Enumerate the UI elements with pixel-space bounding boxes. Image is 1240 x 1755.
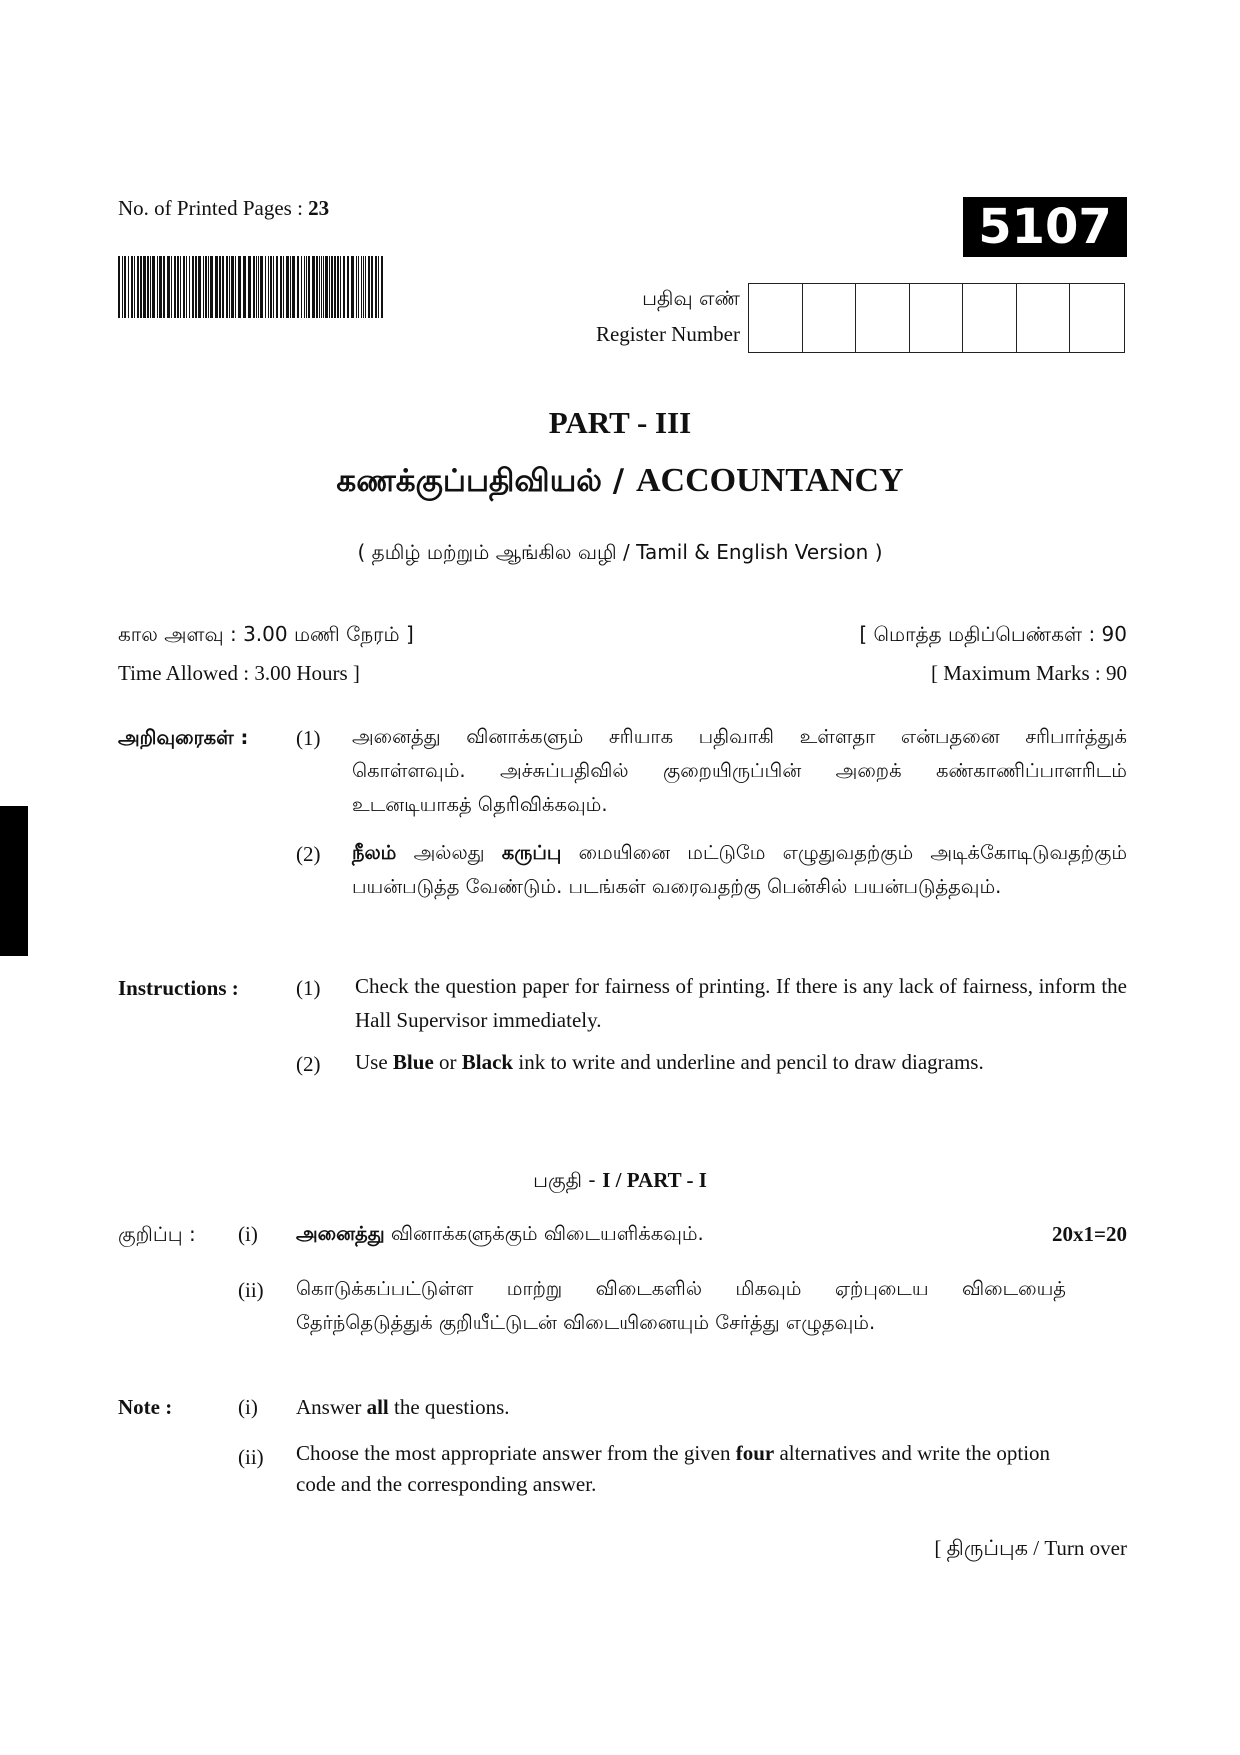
barcode-bar bbox=[128, 256, 129, 318]
register-digit-box[interactable] bbox=[910, 284, 964, 352]
marks-allocation: 20x1=20 bbox=[1052, 1222, 1127, 1246]
barcode-bar bbox=[143, 256, 146, 318]
note-english-2-text: alternatives and write the option code and the corresponding answer. bbox=[296, 1441, 1051, 1496]
instruction-english-2 bbox=[355, 1045, 1127, 1079]
barcode-bar bbox=[378, 256, 379, 318]
barcode-bar bbox=[356, 256, 357, 318]
note-english-number: (ii) bbox=[238, 1445, 264, 1469]
barcode-bar bbox=[319, 256, 320, 318]
register-digit-box[interactable] bbox=[963, 284, 1017, 352]
barcode-bar bbox=[198, 256, 201, 318]
barcode-bar bbox=[256, 256, 257, 318]
register-digit-box[interactable] bbox=[749, 284, 803, 352]
barcode-bar bbox=[219, 256, 221, 318]
barcode-bar bbox=[331, 256, 333, 318]
barcode-bar bbox=[308, 256, 310, 318]
barcode-bar bbox=[260, 256, 263, 318]
barcode-bar bbox=[131, 256, 133, 318]
barcode-bar bbox=[365, 256, 366, 318]
barcode-bar bbox=[301, 256, 302, 318]
time-allowed-english: Time Allowed : 3.00 Hours ] bbox=[118, 661, 360, 685]
barcode-bar bbox=[238, 256, 241, 318]
barcode-bar bbox=[329, 256, 330, 318]
or-text: or bbox=[439, 1050, 457, 1074]
use-text: Use bbox=[355, 1050, 388, 1074]
barcode-bar bbox=[171, 256, 172, 318]
barcode-bar bbox=[347, 256, 349, 318]
ink-blue: Blue bbox=[392, 1050, 434, 1074]
printed-pages-label: No. of Printed Pages : bbox=[118, 196, 303, 220]
barcode-bar bbox=[337, 256, 339, 318]
barcode-bar bbox=[147, 256, 149, 318]
barcode-bar bbox=[177, 256, 179, 318]
instruction-english-1: Check the question paper for fairness of printing. If there is any lack of fairness, inform the Hall Supervisor immediately. bbox=[355, 974, 1127, 1032]
barcode-bar bbox=[235, 256, 236, 318]
section-heading-tamil: பகுதி - bbox=[533, 1168, 596, 1192]
barcode-bar bbox=[306, 256, 307, 318]
barcode-bar bbox=[205, 256, 207, 318]
choose-text: Choose the most appropriate answer from the given bbox=[296, 1441, 731, 1465]
barcode-bar bbox=[192, 256, 194, 318]
turn-over: [ திருப்புக / Turn over bbox=[934, 1536, 1127, 1560]
barcode-bar bbox=[163, 256, 165, 318]
note-english-number: (i) bbox=[238, 1395, 258, 1419]
barcode-bar bbox=[368, 256, 370, 318]
barcode-bar bbox=[321, 256, 322, 318]
barcode-bar bbox=[226, 256, 228, 318]
all-tamil: அனைத்து bbox=[296, 1222, 385, 1245]
barcode-bar bbox=[231, 256, 234, 318]
barcode-bar bbox=[276, 256, 278, 318]
barcode-bar bbox=[323, 256, 324, 318]
barcode-bar bbox=[265, 256, 266, 318]
note-tamil-1-text: வினாக்களுக்கும் விடையளிக்கவும். bbox=[390, 1222, 704, 1245]
barcode-bar bbox=[273, 256, 274, 318]
barcode-bar bbox=[334, 256, 336, 318]
barcode-bar bbox=[174, 256, 176, 318]
barcode-bar bbox=[283, 256, 284, 318]
barcode-bar bbox=[118, 256, 120, 318]
barcode-bar bbox=[290, 256, 291, 318]
instruction-tamil-2-text: மையினை மட்டுமே எழுதுவதற்கும் அடிக்கோடிடுவதற்கும் பயன்படுத்த வேண்டும். படங்கள் வரைவதற்கு பென்சில் பயன்படுத்தவும். bbox=[352, 841, 1128, 898]
printed-pages bbox=[118, 196, 329, 221]
answer-text: Answer bbox=[296, 1395, 362, 1419]
section-heading bbox=[0, 1168, 1240, 1195]
barcode-bar bbox=[280, 256, 282, 318]
ink-blue-tamil: நீலம் bbox=[352, 841, 397, 864]
barcode-bar bbox=[124, 256, 126, 318]
ink-black-tamil: கருப்பு bbox=[501, 841, 562, 864]
barcode-bar bbox=[253, 256, 255, 318]
barcode-bar bbox=[195, 256, 197, 318]
barcode-bar bbox=[189, 256, 190, 318]
max-marks-tamil: [ மொத்த மதிப்பெண்கள் : 90 bbox=[859, 622, 1127, 646]
barcode-bar bbox=[325, 256, 328, 318]
barcode-bar bbox=[229, 256, 230, 318]
instruction-tamil-2 bbox=[352, 836, 1127, 904]
barcode-bar bbox=[167, 256, 170, 318]
barcode-bar bbox=[363, 256, 364, 318]
barcode-bar bbox=[183, 256, 185, 318]
register-number-boxes[interactable] bbox=[748, 283, 1125, 353]
barcode-bar bbox=[159, 256, 162, 318]
barcode-bar bbox=[140, 256, 142, 318]
register-digit-box[interactable] bbox=[1017, 284, 1071, 352]
barcode-bar bbox=[316, 256, 318, 318]
note-tamil-1 bbox=[296, 1222, 704, 1248]
note-english-2 bbox=[296, 1438, 1068, 1500]
barcode-bar bbox=[343, 256, 345, 318]
note-english-1 bbox=[296, 1395, 510, 1420]
barcode-bar bbox=[358, 256, 359, 318]
barcode-bar bbox=[152, 256, 155, 318]
barcode-bar bbox=[157, 256, 158, 318]
register-label-english: Register Number bbox=[595, 322, 740, 346]
instructions-tamil-label: அறிவுரைகள் : bbox=[118, 726, 249, 749]
barcode-bar bbox=[248, 256, 251, 318]
ink-black: Black bbox=[461, 1050, 514, 1074]
barcode-bar bbox=[371, 256, 373, 318]
instruction-tamil-number: (1) bbox=[296, 726, 321, 750]
barcode-bar bbox=[222, 256, 224, 318]
barcode-bar bbox=[215, 256, 218, 318]
register-digit-box[interactable] bbox=[856, 284, 910, 352]
barcode-bar bbox=[137, 256, 139, 318]
section-heading-english: I / PART - I bbox=[602, 1168, 707, 1192]
barcode-bar bbox=[258, 256, 259, 318]
four-text: four bbox=[735, 1441, 775, 1465]
barcode-bar bbox=[150, 256, 151, 318]
note-tamil-2: கொடுக்கப்பட்டுள்ள மாற்று விடைகளில் மிகவும் ஏற்புடைய விடையைத் தேர்ந்தெடுத்துக் குறியீட்டுடன் விடையினையும் சேர்த்து எழுதவும். bbox=[296, 1277, 1066, 1334]
barcode-bar bbox=[297, 256, 299, 318]
subject-title bbox=[0, 460, 1240, 503]
instructions-english-label: Instructions : bbox=[118, 976, 239, 1000]
instruction-tamil-number: (2) bbox=[296, 842, 321, 866]
note-english-1-text: the questions. bbox=[394, 1395, 510, 1419]
note-english-label: Note : bbox=[118, 1395, 173, 1419]
barcode-bar bbox=[286, 256, 289, 318]
barcode-bar bbox=[340, 256, 341, 318]
barcode-bar bbox=[381, 256, 383, 318]
barcode-bar bbox=[210, 256, 213, 318]
barcode bbox=[118, 256, 384, 318]
barcode-bar bbox=[122, 256, 123, 318]
subject-english: ACCOUNTANCY bbox=[635, 462, 904, 499]
barcode-bar bbox=[134, 256, 135, 318]
barcode-bar bbox=[351, 256, 354, 318]
all-text: all bbox=[366, 1395, 389, 1419]
register-label-tamil: பதிவு எண் bbox=[642, 286, 740, 310]
note-tamil-number: (ii) bbox=[238, 1278, 264, 1302]
max-marks-english: [ Maximum Marks : 90 bbox=[931, 661, 1127, 685]
note-tamil-number: (i) bbox=[238, 1222, 258, 1246]
barcode-bar bbox=[208, 256, 209, 318]
barcode-bar bbox=[375, 256, 377, 318]
barcode-bar bbox=[203, 256, 204, 318]
barcode-bar bbox=[361, 256, 362, 318]
version-line: ( தமிழ் மற்றும் ஆங்கில வழி / Tamil & English Version ) bbox=[357, 540, 883, 564]
side-print-mark bbox=[0, 806, 28, 956]
time-allowed-tamil: கால அளவு : 3.00 மணி நேரம் ] bbox=[118, 622, 414, 646]
printed-pages-value: 23 bbox=[308, 196, 330, 220]
barcode-bar bbox=[186, 256, 187, 318]
instruction-english-2-text: ink to write and underline and pencil to draw diagrams. bbox=[518, 1050, 984, 1074]
barcode-bar bbox=[304, 256, 305, 318]
register-digit-box[interactable] bbox=[803, 284, 857, 352]
note-tamil-label: குறிப்பு : bbox=[118, 1222, 196, 1246]
barcode-bar bbox=[312, 256, 315, 318]
barcode-bar bbox=[268, 256, 269, 318]
instruction-english-number: (2) bbox=[296, 1052, 321, 1076]
part-title: PART - III bbox=[548, 405, 692, 440]
barcode-bar bbox=[292, 256, 295, 318]
barcode-bar bbox=[243, 256, 246, 318]
or-tamil: அல்லது bbox=[413, 841, 485, 864]
barcode-bar bbox=[270, 256, 272, 318]
paper-code: 5107 bbox=[963, 197, 1127, 257]
instruction-english-number: (1) bbox=[296, 976, 321, 1000]
instruction-tamil-1: அனைத்து வினாக்களும் சரியாக பதிவாகி உள்ளதா என்பதனை சரிபார்த்துக் கொள்ளவும். அச்சுப்பதிவில் குறையிருப்பின் அறைக் கண்காணிப்பாளரிடம் உடனடியாகத் தெரிவிக்கவும். bbox=[352, 725, 1127, 816]
register-digit-box[interactable] bbox=[1070, 284, 1124, 352]
subject-tamil: கணக்குப்பதிவியல் / bbox=[336, 463, 625, 499]
barcode-bar bbox=[180, 256, 181, 318]
